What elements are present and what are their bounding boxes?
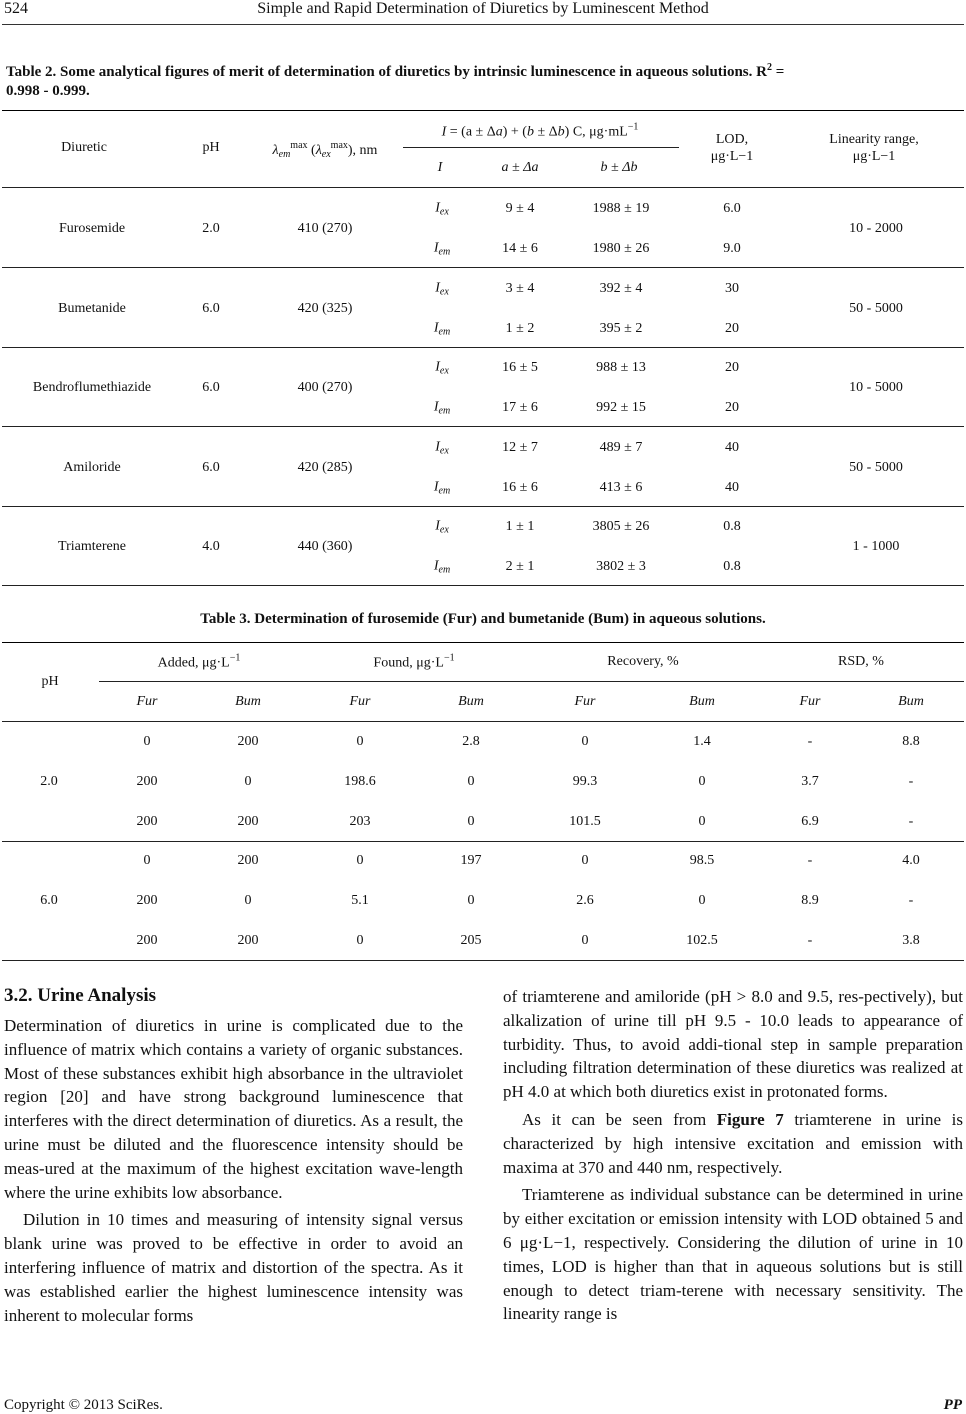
subheader-bum: Bum [689, 694, 715, 709]
lod-value: 0.8 [723, 559, 741, 574]
slope-value: 489 ± 7 [599, 439, 643, 455]
subheader-fur: Fur [574, 694, 596, 709]
table3-caption: Table 3. Determination of furosemide (Fur) and bumetanide (Bum) in aqueous solutions. [200, 611, 766, 627]
table-cell: - [807, 853, 813, 868]
ph-value: 2.0 [202, 221, 220, 236]
table-cell: 5.1 [351, 893, 369, 908]
table-cell: 0 [467, 893, 475, 908]
table-cell: 0 [244, 893, 252, 908]
lod-value: 9.0 [723, 241, 741, 256]
header-rule [2, 24, 964, 25]
t3-header-added: Added, $\mu g\cdot L^{-1}$ [157, 652, 241, 671]
intensity-label: $I_{em}$ [433, 399, 451, 417]
table-cell: 6.9 [801, 814, 819, 829]
copyright: Copyright © 2013 SciRes. [4, 1397, 163, 1413]
lod-value: 20 [725, 320, 739, 336]
lod-value: 40 [725, 479, 739, 495]
subheader-bum: Bum [235, 694, 261, 709]
slope-value: 3805 ± 26 [592, 519, 650, 534]
table-cell: 0 [581, 933, 589, 948]
table-cell: 3.8 [902, 933, 920, 948]
slope-value: 3802 ± 3 [596, 559, 646, 574]
table-cell: 200 [136, 933, 158, 948]
t2-header-lambda: $\lambda_{em}^{max}$ $(\lambda_{ex}^{max})$, nm [272, 140, 378, 160]
table-cell: 200 [237, 734, 259, 749]
slope-value: 413 ± 6 [599, 479, 643, 495]
table-cell: 0 [143, 853, 151, 868]
ph-value: 4.0 [202, 539, 220, 554]
intercept-value: 16 ± 5 [502, 360, 538, 375]
table-cell: 0 [143, 734, 151, 749]
slope-value: 395 ± 2 [599, 320, 643, 336]
subheader-fur: Fur [799, 694, 821, 709]
table-cell: 0 [467, 814, 475, 829]
table-cell: - [908, 814, 914, 829]
wavelength-value: 410 (270) [297, 221, 353, 236]
right-column [503, 985, 963, 1326]
table3-bottom-rule [2, 960, 964, 961]
journal-abbrev: PP [943, 1397, 962, 1413]
intercept-value: 1 ± 2 [505, 320, 535, 336]
table-cell: 0 [356, 933, 364, 948]
slope-value: 1988 ± 19 [592, 201, 650, 216]
t3-header-ph: pH [41, 674, 59, 689]
table-cell: 0 [244, 774, 252, 789]
table-cell: 0 [698, 893, 706, 908]
intensity-label: $I_{em}$ [433, 479, 451, 496]
table-cell: 1.4 [693, 734, 711, 749]
slope-value: 392 ± 4 [599, 280, 643, 296]
table-cell: 0 [581, 734, 589, 749]
table2-row-rule [2, 506, 964, 507]
lod-value: 20 [725, 400, 739, 415]
running-title: Simple and Rapid Determination of Diuretics by Luminescent Method [257, 0, 709, 17]
diuretic-name: Triamterene [58, 539, 126, 554]
intensity-label: $I_{ex}$ [435, 439, 449, 456]
t3-header-found: Found, $\mu g\cdot L^{-1}$ [373, 652, 455, 671]
ph-value: 6.0 [202, 300, 220, 316]
table-cell: 102.5 [686, 933, 718, 948]
table-cell: 200 [237, 853, 259, 868]
lod-value: 30 [725, 280, 739, 296]
linearity-range: 50 - 5000 [849, 300, 903, 316]
subheader-fur: Fur [136, 694, 158, 709]
intercept-value: 12 ± 7 [502, 439, 538, 455]
slope-value: 988 ± 13 [596, 360, 646, 375]
ph-value: 6.0 [202, 380, 220, 395]
paragraph: of triamterene and amiloride (pH > 8.0 and 9.5, res-pectively), but alkalization of urine till pH 9.5 - 10.0 leads to appearance of turbidity. Thus, to avoid addi-tional step in sample preparation including filtration determination of these diuretics was realized at pH 4.0 at which both diuretics exist in protonated forms. [503, 987, 963, 1102]
table2-subheader-rule [403, 147, 679, 148]
intercept-value: 2 ± 1 [505, 559, 535, 574]
linearity-range: 1 - 1000 [852, 539, 900, 554]
t2-header-a: a ± Δa [501, 160, 539, 175]
intercept-value: 14 ± 6 [502, 241, 538, 256]
table3-top-rule [2, 642, 964, 643]
table-cell: 2.6 [576, 893, 594, 908]
lod-value: 0.8 [723, 519, 741, 534]
wavelength-value: 440 (360) [297, 539, 353, 554]
table-cell: 203 [349, 814, 371, 829]
table-cell: 8.9 [801, 893, 819, 908]
table-cell: 200 [237, 933, 259, 948]
table2-caption: Table 2. Some analytical figures of merit of determination of diuretics by intrinsic luminescence in aqueous solutions. $R^2$ = 0.998 - 0.999. [6, 62, 785, 99]
linearity-range: 50 - 5000 [849, 459, 903, 475]
table-cell: 8.8 [902, 734, 920, 749]
diuretic-name: Bendroflumethiazide [32, 380, 152, 395]
ph-value: 6.0 [202, 459, 220, 475]
t3-header-recovery: Recovery, % [607, 654, 679, 669]
paragraph: As it can be seen from Figure 7 triamterene in urine is characterized by high intensive excitation and emission with maxima at 370 and 440 nm, respectively. [503, 1109, 963, 1177]
table-cell: 2.8 [462, 734, 480, 749]
table-cell: 200 [237, 814, 259, 829]
intercept-value: 1 ± 1 [505, 519, 535, 534]
linearity-range: 10 - 2000 [849, 221, 903, 236]
t2-header-b: b ± Δb [600, 160, 638, 175]
intensity-label: $I_{em}$ [433, 240, 451, 258]
table-cell: - [908, 774, 914, 789]
table2-row-rule [2, 585, 964, 586]
intercept-value: 3 ± 4 [505, 280, 535, 296]
table-cell: 101.5 [569, 814, 601, 829]
intercept-value: 16 ± 6 [502, 479, 538, 495]
table-cell: - [807, 734, 813, 749]
t2-header-equation: I = (a ± Δa) + (b ± Δb) C, $\mu g\cdot mL^{-1}$ [441, 121, 639, 140]
lod-value: 40 [725, 439, 739, 455]
table2-row-rule [2, 347, 964, 348]
intercept-value: 9 ± 4 [505, 201, 535, 216]
table-cell: - [807, 933, 813, 948]
wavelength-value: 400 (270) [297, 380, 353, 395]
table3-subheader-rule [99, 681, 964, 682]
table2-row-rule [2, 267, 964, 268]
intensity-label: $I_{ex}$ [435, 200, 449, 218]
table3-header-rule [2, 721, 964, 722]
t2-header-ph: pH [202, 140, 220, 155]
table-cell: 0 [698, 814, 706, 829]
table-cell: 200 [136, 814, 158, 829]
diuretic-name: Furosemide [58, 221, 126, 236]
table-cell: 99.3 [572, 774, 598, 789]
intensity-label: $I_{em}$ [433, 558, 451, 576]
table-cell: 0 [581, 853, 589, 868]
subheader-bum: Bum [458, 694, 484, 709]
table3-group-rule [2, 841, 964, 842]
table-cell: 0 [467, 774, 475, 789]
slope-value: 992 ± 15 [596, 400, 646, 415]
diuretic-name: Bumetanide [58, 300, 126, 316]
t2-header-linearity: Linearity range, μg·L−1 [829, 132, 919, 164]
t3-header-rsd: RSD, % [838, 654, 884, 669]
t2-header-diuretic: Diuretic [61, 140, 107, 155]
t2-header-lod: LOD, μg·L−1 [710, 132, 754, 164]
table-cell: 197 [460, 853, 482, 868]
table-cell: 205 [460, 933, 482, 948]
table-cell: 98.5 [689, 853, 715, 868]
table-cell: 4.0 [902, 853, 920, 868]
subheader-bum: Bum [898, 694, 924, 709]
intensity-label: $I_{ex}$ [435, 359, 449, 377]
left-column [4, 984, 463, 1327]
table-cell: 200 [136, 774, 158, 789]
intercept-value: 17 ± 6 [502, 400, 538, 415]
table-cell: 3.7 [801, 774, 819, 789]
ph-value: 6.0 [40, 893, 58, 908]
figure-reference[interactable]: Figure 7 [716, 1109, 784, 1129]
lod-value: 20 [725, 360, 739, 375]
paragraph: Dilution in 10 times and measuring of intensity signal versus blank urine was proved to be effective in order to avoid an interfering influence of matrix and distortion of the spectra. As it was established earlier the highest luminescence intensity was inherent to molecular forms [4, 1210, 463, 1325]
page-number: 524 [4, 0, 28, 17]
linearity-range: 10 - 5000 [849, 380, 903, 395]
page-header [0, 0, 966, 22]
slope-value: 1980 ± 26 [592, 241, 650, 256]
table2-row-rule [2, 426, 964, 427]
table2-header-rule [2, 187, 964, 188]
paragraph: Determination of diuretics in urine is complicated due to the influence of matrix which contains a variety of organic substances. Most of these substances exhibit high absorbance in the ultraviolet region [20] and have strong background luminescence that interferes with the direct determination of diuretics. As a result, the urine must be diluted and the fluorescence intensity should be meas-ured at the maximum of the highest excitation wave-length where the urine exhibits low absorbance. [4, 1016, 463, 1202]
lod-value: 6.0 [723, 201, 741, 216]
intensity-label: $I_{em}$ [433, 320, 451, 337]
paragraph: Triamterene as individual substance can be determined in urine by either excitation or emission intensity with LOD obtained 5 and 6 μg·L−1, respectively. Considering the dilution of urine in 10 times, LOD is higher than that in aqueous solutions but is still enough to detect triam-terene with necessary sensitivity. The linearity range is [503, 1185, 963, 1324]
t2-header-i: I [437, 160, 443, 175]
intensity-label: $I_{ex}$ [435, 518, 449, 536]
table-cell: 0 [356, 853, 364, 868]
ph-value: 2.0 [40, 774, 58, 789]
diuretic-name: Amiloride [63, 459, 121, 475]
section-title: 3.2. Urine Analysis [4, 985, 157, 1006]
table-cell: 198.6 [344, 774, 376, 789]
subheader-fur: Fur [349, 694, 371, 709]
wavelength-value: 420 (325) [297, 300, 353, 316]
table-cell: - [908, 893, 914, 908]
table-cell: 200 [136, 893, 158, 908]
wavelength-value: 420 (285) [297, 459, 353, 475]
table-cell: 0 [356, 734, 364, 749]
table2-top-rule [2, 110, 964, 111]
intensity-label: $I_{ex}$ [435, 280, 449, 297]
table-cell: 0 [698, 774, 706, 789]
